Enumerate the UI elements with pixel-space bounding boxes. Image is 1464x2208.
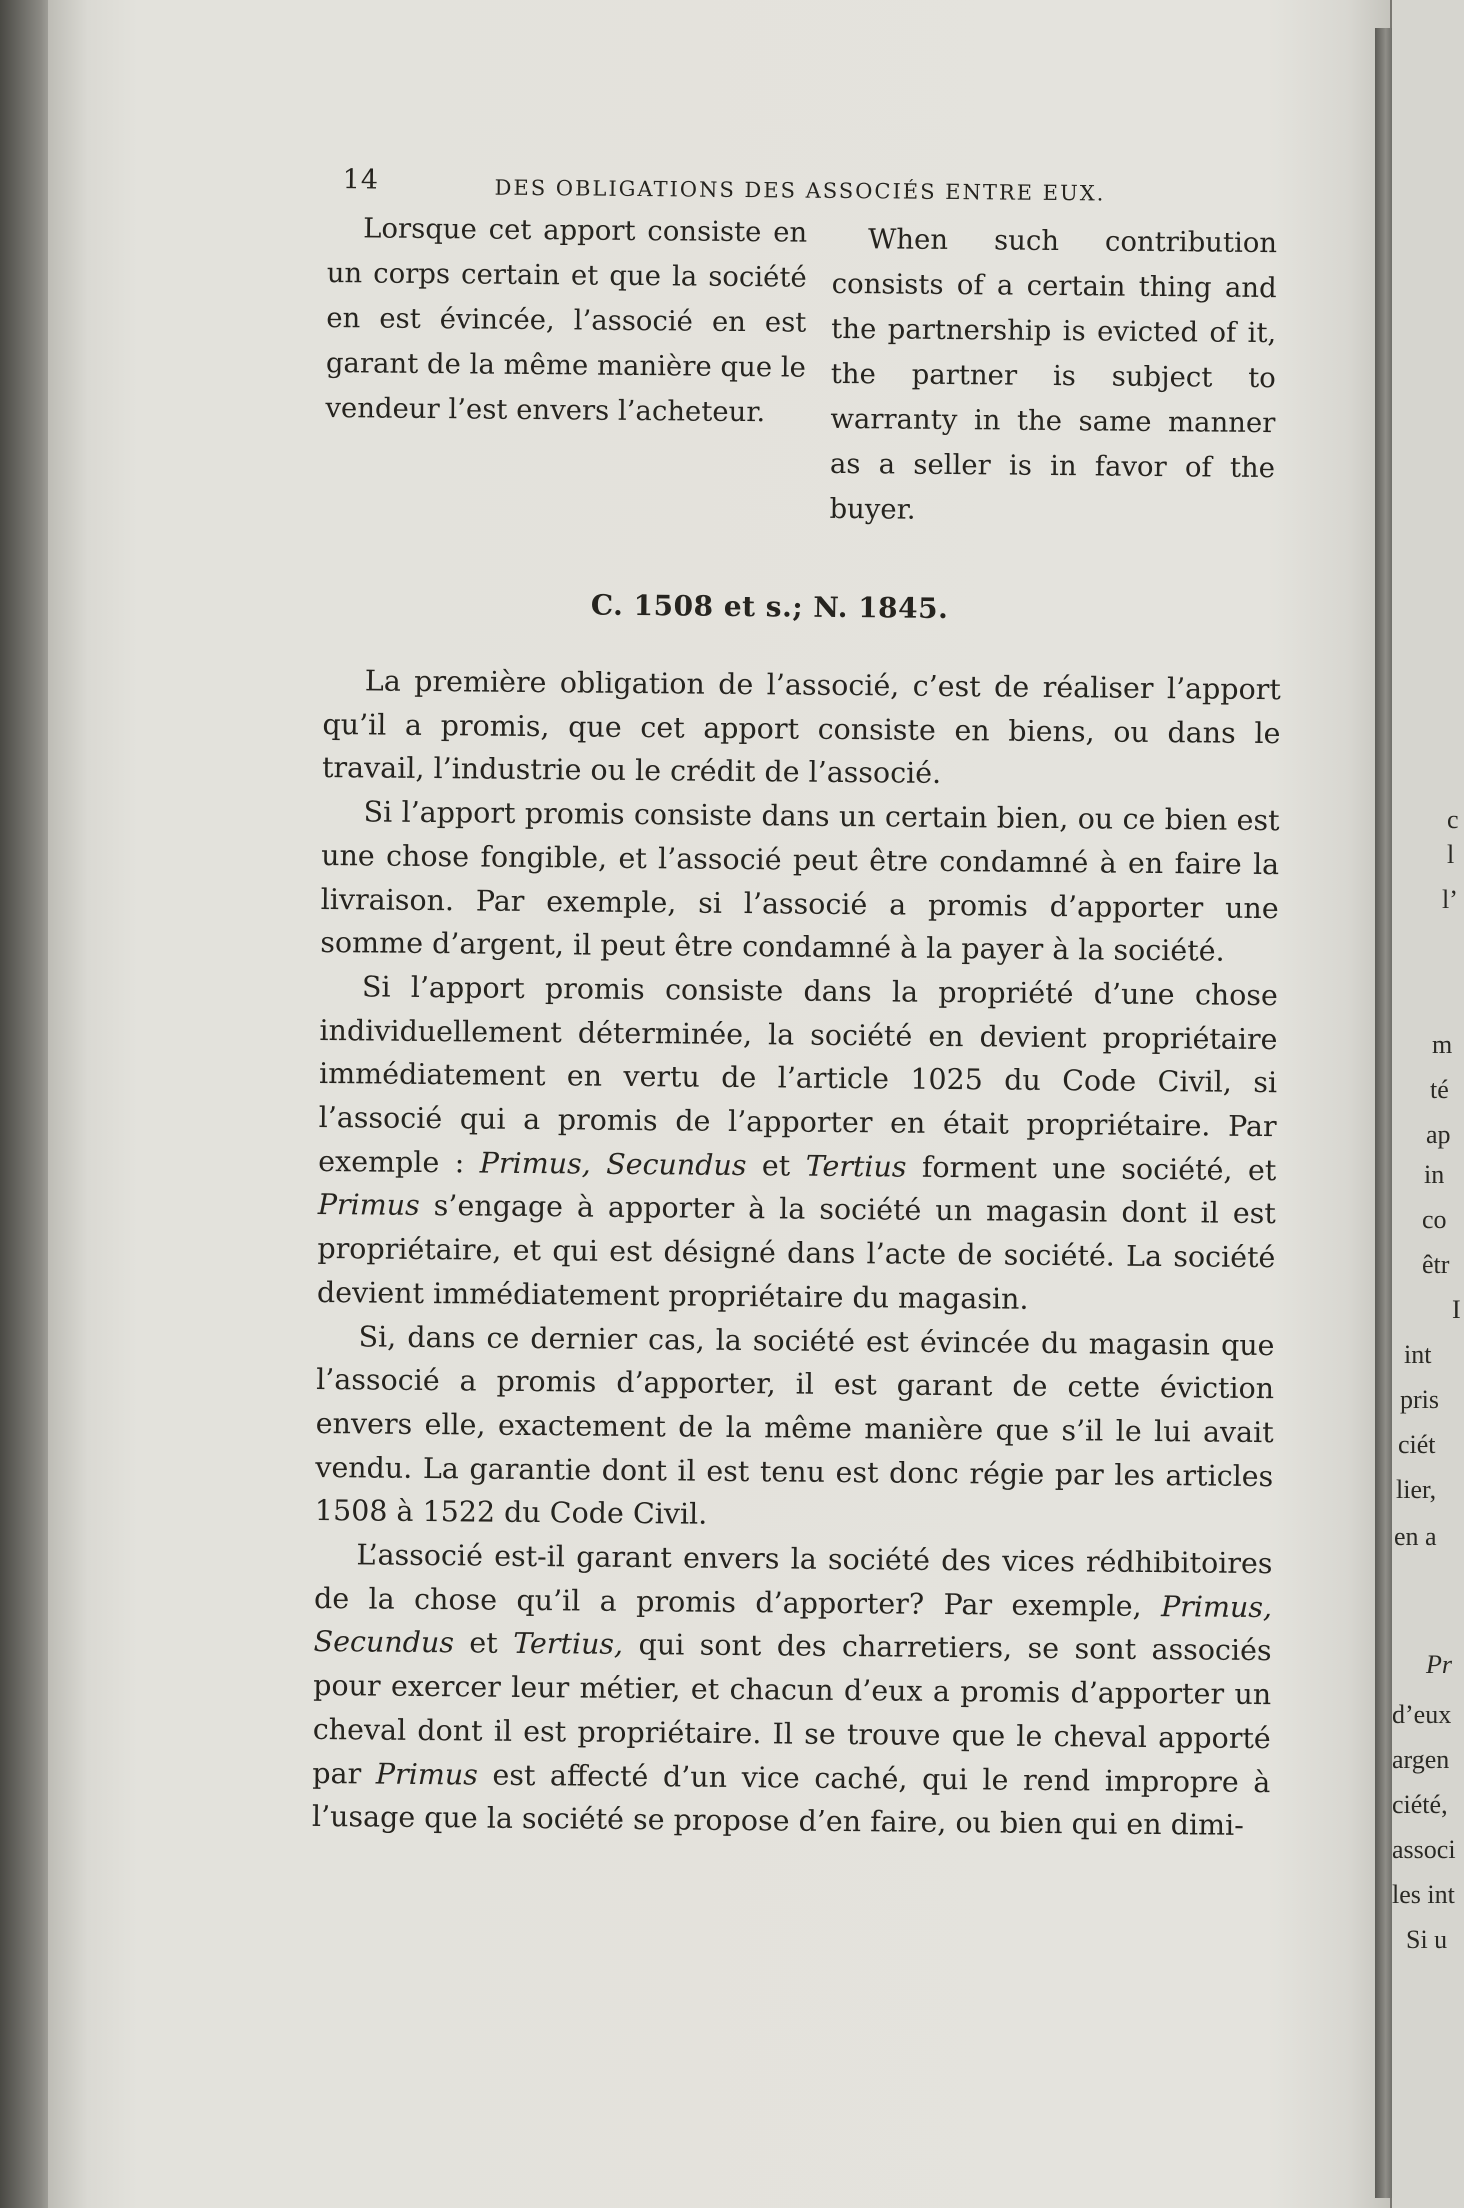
running-head-title: DES OBLIGATIONS DES ASSOCIÉS ENTRE EUX.	[494, 175, 1106, 206]
book-page	[48, 0, 1390, 2208]
page-content	[207, 145, 1285, 1848]
article-text-english: When such contribution consists of a certain thing and the partnership is evicted of it, the partner is subject to warranty in the same manner as a seller is in favor of the buyer.	[829, 223, 1278, 526]
next-page-fragment: co	[1422, 1205, 1447, 1234]
paragraph-text: et	[469, 1626, 498, 1661]
next-page-fragment: l’	[1442, 885, 1458, 914]
next-page-fragment: pris	[1400, 1385, 1439, 1414]
paragraph-text: forment une société, et	[921, 1150, 1277, 1187]
paragraph-text: s’engage à apporter à la société un magasin dont il est propriétaire, et qui est désigné dans l’acte de société. La société devient immédiatement propriétaire du magasin.	[316, 1189, 1276, 1316]
commentary-paragraph: La première obligation de l’associé, c’est de réaliser l’apport qu’il a promis, que cet apport consiste en biens, ou dans le travail, l’industrie ou le crédit de l’associé.	[321, 664, 1281, 791]
next-page-fragment: c	[1447, 805, 1459, 834]
next-page-edge	[1392, 0, 1464, 2208]
next-page-fragment: les int	[1392, 1880, 1455, 1909]
paragraph-text: est affecté d’un vice caché, qui le rend impropre à l’usage que la société se propose d’en faire, ou bien qui en dimi-	[311, 1758, 1271, 1843]
page-gutter	[1375, 28, 1393, 2198]
next-page-fragment: int	[1404, 1340, 1432, 1369]
next-page-fragment: ciét	[1398, 1430, 1436, 1459]
article-reference-text: C. 1508 et s.; N. 1845.	[590, 588, 949, 625]
commentary-paragraph	[317, 965, 1278, 1324]
article-reference	[218, 585, 1280, 628]
next-page-fragment: l	[1447, 840, 1455, 869]
article-columns	[219, 205, 1284, 575]
next-page-fragment: m	[1432, 1030, 1453, 1059]
next-page-fragment: Pr	[1426, 1650, 1452, 1679]
commentary-paragraph: Si l’apport promis consiste dans un certain bien, ou ce bien est une chose fongible, et l’associé peut être condamné à en faire la livraison. Par exemple, si l’associé a promis d’apporter une somme d’argent, il peut être condamné à la payer à la société.	[320, 795, 1280, 968]
next-page-fragment: in	[1424, 1160, 1445, 1189]
next-page-fragment: d’eux	[1392, 1700, 1452, 1729]
paragraph-text: qui sont des charretiers, se sont associés pour exercer leur métier, et chacun d’eux a promis d’apporter un cheval dont il est propriétaire. Il se trouve que le cheval apporté par	[312, 1628, 1272, 1790]
next-page-fragment: lier,	[1396, 1475, 1437, 1504]
next-page-fragment: té	[1430, 1075, 1449, 1104]
commentary-paragraph	[312, 1533, 1273, 1848]
party-name: Tertius,	[513, 1627, 624, 1662]
party-name: Primus, Secundus	[313, 1589, 1273, 1660]
next-page-fragment: associ	[1392, 1835, 1456, 1864]
next-page-fragment: argen	[1392, 1745, 1450, 1774]
commentary	[312, 659, 1281, 1848]
next-page-fragment: ciété,	[1392, 1790, 1448, 1819]
party-name: Tertius	[805, 1149, 907, 1184]
next-page-fragment: I	[1452, 1295, 1461, 1324]
next-page-fragment: Si u	[1406, 1925, 1448, 1954]
party-name: Primus	[317, 1188, 420, 1223]
party-name: Primus, Secundus	[479, 1146, 747, 1182]
next-page-fragment: êtr	[1422, 1250, 1450, 1279]
page-number: 14	[342, 164, 380, 196]
party-name: Primus	[375, 1757, 478, 1792]
paragraph-text: Si l’apport promis consiste dans la propriété d’une chose individuellement déterminée, la société en devient propriétaire immédiatement en vertu de l’article 1025 du Code Civil, si l’associé qui a promis de l’apporter en était propriétaire. Par exemple :	[318, 970, 1279, 1180]
paragraph-text: L’associé est-il garant envers la société des vices rédhibitoires de la chose qu’il a promis d’apporter? Par exemple,	[313, 1538, 1273, 1623]
next-page-fragment: ap	[1426, 1120, 1451, 1149]
paragraph-text: et	[761, 1148, 791, 1183]
running-head	[222, 145, 1285, 215]
article-text-french: Lorsque cet apport consiste en un corps certain et que la société en est évincée, l’associé en est garant de la même manière que le vendeur l’est envers l’acheteur.	[325, 212, 808, 429]
commentary-paragraph: Si, dans ce dernier cas, la société est évincée du magasin que l’associé a promis d’apporter, il est garant de cette éviction envers elle, exactement de la même manière que s’il le lui avait vendu. La garantie dont il est tenu est donc régie par les articles 1508 à 1522 du Code Civil.	[314, 1319, 1275, 1532]
next-page-fragment: en a	[1394, 1522, 1437, 1551]
